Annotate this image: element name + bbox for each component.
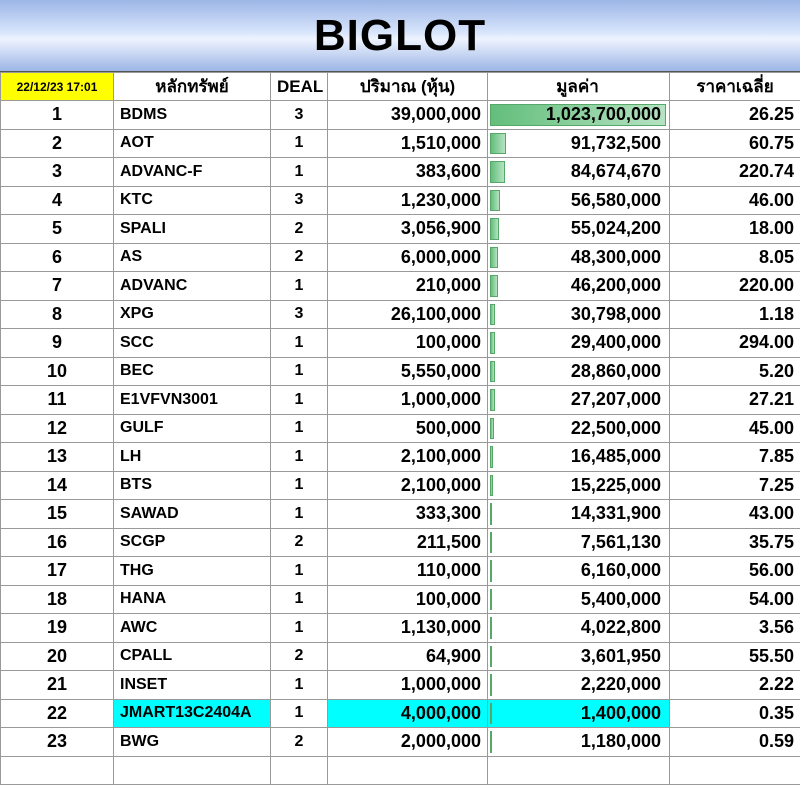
empty-cell: [1, 756, 114, 785]
value-cell: [488, 443, 670, 472]
symbol-cell: SAWAD: [114, 500, 271, 529]
symbol-cell: AWC: [114, 614, 271, 643]
volume-cell: 1,230,000: [328, 186, 488, 215]
avg-price-cell: 35.75: [670, 528, 800, 557]
table-row: [1, 243, 800, 272]
symbol-cell: CPALL: [114, 642, 271, 671]
value-cell: [488, 471, 670, 500]
value-databar: [490, 475, 493, 497]
row-number: 23: [1, 728, 114, 757]
table-row: [1, 329, 800, 358]
avg-price-cell: 7.85: [670, 443, 800, 472]
value-databar: [490, 703, 492, 725]
avg-price-cell: 2.22: [670, 671, 800, 700]
symbol-cell: JMART13C2404A: [114, 699, 271, 728]
title-banner: [0, 0, 800, 72]
value-databar: [490, 503, 492, 525]
avg-price-cell: 7.25: [670, 471, 800, 500]
deal-cell: 2: [271, 528, 328, 557]
empty-cell: [488, 756, 670, 785]
deal-cell: 1: [271, 443, 328, 472]
value-text: 3,601,950: [580, 645, 661, 666]
symbol-cell: BWG: [114, 728, 271, 757]
row-number: 15: [1, 500, 114, 529]
value-text: 29,400,000: [570, 332, 661, 353]
header-row: [1, 73, 800, 101]
symbol-cell: E1VFVN3001: [114, 386, 271, 415]
table-row: [1, 728, 800, 757]
row-number: 18: [1, 585, 114, 614]
value-text: 1,023,700,000: [545, 104, 661, 125]
value-text: 16,485,000: [570, 446, 661, 467]
value-databar: [490, 646, 492, 668]
header-avg-price: ราคาเฉลี่ย: [670, 73, 800, 101]
biglot-table: [0, 72, 800, 785]
deal-cell: 1: [271, 329, 328, 358]
symbol-cell: SCGP: [114, 528, 271, 557]
avg-price-cell: 60.75: [670, 129, 800, 158]
symbol-cell: BTS: [114, 471, 271, 500]
symbol-cell: LH: [114, 443, 271, 472]
value-databar: [490, 446, 493, 468]
value-cell: [488, 186, 670, 215]
volume-cell: 4,000,000: [328, 699, 488, 728]
avg-price-cell: 294.00: [670, 329, 800, 358]
value-cell: [488, 528, 670, 557]
value-text: 48,300,000: [570, 246, 661, 267]
volume-cell: 39,000,000: [328, 101, 488, 130]
deal-cell: 1: [271, 272, 328, 301]
value-databar: [490, 247, 498, 269]
value-cell: [488, 329, 670, 358]
row-number: 7: [1, 272, 114, 301]
symbol-cell: SCC: [114, 329, 271, 358]
symbol-cell: GULF: [114, 414, 271, 443]
value-cell: [488, 272, 670, 301]
row-number: 22: [1, 699, 114, 728]
empty-cell: [328, 756, 488, 785]
value-databar: [490, 275, 498, 297]
deal-cell: 1: [271, 386, 328, 415]
value-cell: [488, 386, 670, 415]
deal-cell: 1: [271, 585, 328, 614]
value-cell: [488, 585, 670, 614]
row-number: 8: [1, 300, 114, 329]
deal-cell: 1: [271, 129, 328, 158]
volume-cell: 2,000,000: [328, 728, 488, 757]
value-cell: [488, 699, 670, 728]
table-row: [1, 671, 800, 700]
row-number: 9: [1, 329, 114, 358]
volume-cell: 210,000: [328, 272, 488, 301]
value-text: 1,180,000: [580, 731, 661, 752]
avg-price-cell: 27.21: [670, 386, 800, 415]
deal-cell: 1: [271, 158, 328, 187]
value-text: 14,331,900: [570, 503, 661, 524]
row-number: 5: [1, 215, 114, 244]
header-symbol: หลักทรัพย์: [114, 73, 271, 101]
value-databar: [490, 133, 506, 155]
table-row: [1, 357, 800, 386]
volume-cell: 26,100,000: [328, 300, 488, 329]
volume-cell: 1,510,000: [328, 129, 488, 158]
deal-cell: 3: [271, 101, 328, 130]
avg-price-cell: 46.00: [670, 186, 800, 215]
row-number: 21: [1, 671, 114, 700]
table-row: [1, 443, 800, 472]
value-cell: [488, 357, 670, 386]
volume-cell: 500,000: [328, 414, 488, 443]
symbol-cell: SPALI: [114, 215, 271, 244]
row-number: 6: [1, 243, 114, 272]
value-text: 5,400,000: [580, 588, 661, 609]
value-cell: [488, 557, 670, 586]
value-text: 27,207,000: [570, 389, 661, 410]
volume-cell: 211,500: [328, 528, 488, 557]
table-row: [1, 300, 800, 329]
deal-cell: 2: [271, 728, 328, 757]
empty-row: [1, 756, 800, 785]
deal-cell: 1: [271, 471, 328, 500]
symbol-cell: AOT: [114, 129, 271, 158]
avg-price-cell: 45.00: [670, 414, 800, 443]
volume-cell: 3,056,900: [328, 215, 488, 244]
value-cell: [488, 243, 670, 272]
deal-cell: 1: [271, 614, 328, 643]
header-deal: DEAL: [271, 73, 328, 101]
symbol-cell: BDMS: [114, 101, 271, 130]
avg-price-cell: 55.50: [670, 642, 800, 671]
row-number: 19: [1, 614, 114, 643]
avg-price-cell: 54.00: [670, 585, 800, 614]
value-text: 55,024,200: [570, 218, 661, 239]
volume-cell: 1,000,000: [328, 671, 488, 700]
value-text: 4,022,800: [580, 617, 661, 638]
value-databar: [490, 218, 499, 240]
value-cell: [488, 414, 670, 443]
value-cell: [488, 671, 670, 700]
volume-cell: 110,000: [328, 557, 488, 586]
table-row: [1, 642, 800, 671]
avg-price-cell: 5.20: [670, 357, 800, 386]
value-text: 2,220,000: [580, 674, 661, 695]
empty-cell: [670, 756, 800, 785]
row-number: 4: [1, 186, 114, 215]
value-text: 7,561,130: [580, 531, 661, 552]
row-number: 11: [1, 386, 114, 415]
value-text: 15,225,000: [570, 474, 661, 495]
row-number: 16: [1, 528, 114, 557]
value-text: 22,500,000: [570, 417, 661, 438]
header-volume: ปริมาณ (หุ้น): [328, 73, 488, 101]
volume-cell: 383,600: [328, 158, 488, 187]
table-row: [1, 215, 800, 244]
row-number: 14: [1, 471, 114, 500]
row-number: 3: [1, 158, 114, 187]
avg-price-cell: 26.25: [670, 101, 800, 130]
table-row: [1, 528, 800, 557]
value-cell: [488, 158, 670, 187]
value-cell: [488, 101, 670, 130]
value-databar: [490, 190, 500, 212]
row-number: 2: [1, 129, 114, 158]
value-text: 84,674,670: [570, 161, 661, 182]
value-databar: [490, 304, 495, 326]
empty-cell: [114, 756, 271, 785]
value-text: 28,860,000: [570, 360, 661, 381]
deal-cell: 3: [271, 186, 328, 215]
avg-price-cell: 0.59: [670, 728, 800, 757]
table-row: [1, 414, 800, 443]
deal-cell: 1: [271, 699, 328, 728]
deal-cell: 1: [271, 671, 328, 700]
volume-cell: 2,100,000: [328, 471, 488, 500]
value-text: 30,798,000: [570, 303, 661, 324]
symbol-cell: KTC: [114, 186, 271, 215]
symbol-cell: XPG: [114, 300, 271, 329]
volume-cell: 1,130,000: [328, 614, 488, 643]
row-number: 10: [1, 357, 114, 386]
deal-cell: 1: [271, 414, 328, 443]
symbol-cell: AS: [114, 243, 271, 272]
volume-cell: 100,000: [328, 585, 488, 614]
avg-price-cell: 220.74: [670, 158, 800, 187]
symbol-cell: ADVANC-F: [114, 158, 271, 187]
empty-cell: [271, 756, 328, 785]
header-value: มูลค่า: [488, 73, 670, 101]
table-row: [1, 585, 800, 614]
value-text: 46,200,000: [570, 275, 661, 296]
deal-cell: 1: [271, 557, 328, 586]
value-cell: [488, 614, 670, 643]
volume-cell: 333,300: [328, 500, 488, 529]
deal-cell: 1: [271, 357, 328, 386]
table-row: [1, 557, 800, 586]
table-row: [1, 101, 800, 130]
value-databar: [490, 674, 492, 696]
table-row: [1, 471, 800, 500]
value-cell: [488, 215, 670, 244]
symbol-cell: INSET: [114, 671, 271, 700]
avg-price-cell: 220.00: [670, 272, 800, 301]
value-cell: [488, 300, 670, 329]
value-text: 56,580,000: [570, 189, 661, 210]
row-number: 17: [1, 557, 114, 586]
volume-cell: 2,100,000: [328, 443, 488, 472]
volume-cell: 1,000,000: [328, 386, 488, 415]
value-text: 91,732,500: [570, 132, 661, 153]
volume-cell: 64,900: [328, 642, 488, 671]
value-text: 1,400,000: [580, 702, 661, 723]
row-number: 1: [1, 101, 114, 130]
table-row: [1, 699, 800, 728]
deal-cell: 3: [271, 300, 328, 329]
avg-price-cell: 1.18: [670, 300, 800, 329]
row-number: 12: [1, 414, 114, 443]
table-row: [1, 158, 800, 187]
avg-price-cell: 43.00: [670, 500, 800, 529]
deal-cell: 2: [271, 243, 328, 272]
table-row: [1, 500, 800, 529]
value-databar: [490, 560, 492, 582]
value-databar: [490, 389, 495, 411]
row-number: 13: [1, 443, 114, 472]
avg-price-cell: 18.00: [670, 215, 800, 244]
volume-cell: 100,000: [328, 329, 488, 358]
volume-cell: 5,550,000: [328, 357, 488, 386]
value-databar: [490, 418, 494, 440]
avg-price-cell: 8.05: [670, 243, 800, 272]
table-row: [1, 186, 800, 215]
value-cell: [488, 129, 670, 158]
volume-cell: 6,000,000: [328, 243, 488, 272]
value-cell: [488, 642, 670, 671]
value-cell: [488, 500, 670, 529]
symbol-cell: ADVANC: [114, 272, 271, 301]
avg-price-cell: 3.56: [670, 614, 800, 643]
value-databar: [490, 617, 492, 639]
table-row: [1, 386, 800, 415]
value-databar: [490, 589, 492, 611]
table-row: [1, 614, 800, 643]
timestamp-cell: 22/12/23 17:01: [1, 73, 114, 101]
page-title: BIGLOT: [313, 10, 487, 60]
table-row: [1, 129, 800, 158]
value-text: 6,160,000: [580, 560, 661, 581]
value-databar: [490, 731, 492, 753]
avg-price-cell: 56.00: [670, 557, 800, 586]
avg-price-cell: 0.35: [670, 699, 800, 728]
value-databar: [490, 532, 492, 554]
value-databar: [490, 161, 505, 183]
value-databar: [490, 361, 495, 383]
symbol-cell: THG: [114, 557, 271, 586]
value-cell: [488, 728, 670, 757]
deal-cell: 2: [271, 215, 328, 244]
deal-cell: 2: [271, 642, 328, 671]
row-number: 20: [1, 642, 114, 671]
value-databar: [490, 332, 495, 354]
symbol-cell: BEC: [114, 357, 271, 386]
symbol-cell: HANA: [114, 585, 271, 614]
table-row: [1, 272, 800, 301]
deal-cell: 1: [271, 500, 328, 529]
